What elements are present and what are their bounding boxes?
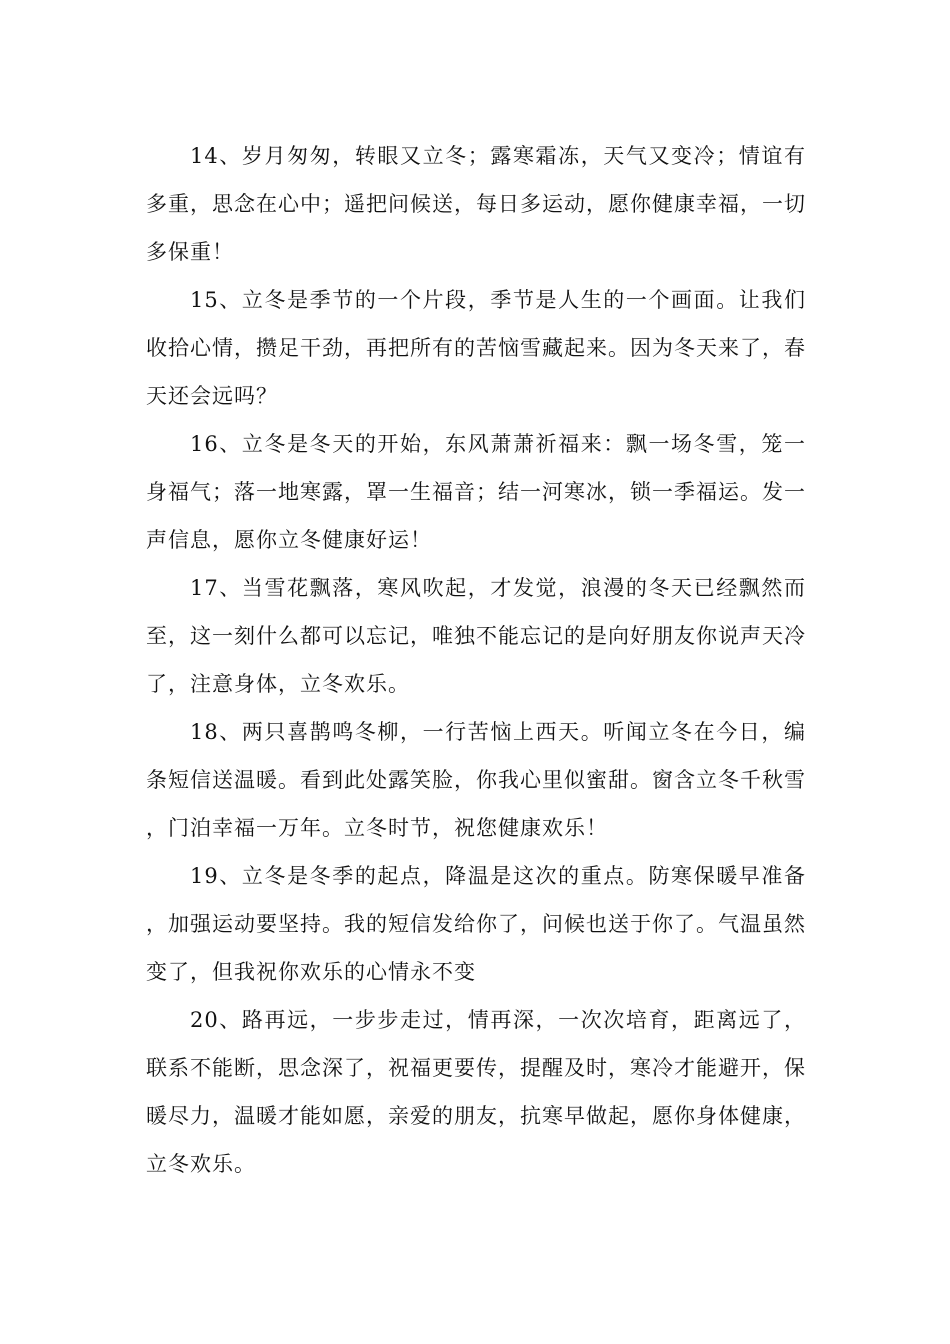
paragraph-14: 14、岁月匆匆，转眼又立冬；露寒霜冻，天气又变冷；情谊有多重，思念在心中；遥把问候送，每日多运动，愿你健康幸福，一切多保重！ — [146, 144, 806, 264]
document-page — [146, 132, 806, 1188]
paragraph-16: 16、立冬是冬天的开始，东风萧萧祈福来：飘一场冬雪，笼一身福气；落一地寒露，罩一生福音；结一河寒冰，锁一季福运。发一声信息，愿你立冬健康好运！ — [146, 432, 806, 552]
paragraph-18: 18、两只喜鹊鸣冬柳，一行苦恼上西天。听闻立冬在今日，编条短信送温暖。看到此处露笑脸，你我心里似蜜甜。窗含立冬千秋雪，门泊幸福一万年。立冬时节，祝您健康欢乐！ — [146, 720, 806, 840]
paragraph-20: 20、路再远，一步步走过，情再深，一次次培育，距离远了，联系不能断，思念深了，祝福更要传，提醒及时，寒冷才能避开，保暖尽力，温暖才能如愿，亲爱的朋友，抗寒早做起，愿你身体健康，立冬欢乐。 — [146, 1008, 806, 1176]
paragraph-17: 17、当雪花飘落，寒风吹起，才发觉，浪漫的冬天已经飘然而至，这一刻什么都可以忘记，唯独不能忘记的是向好朋友你说声天冷了，注意身体，立冬欢乐。 — [146, 576, 806, 696]
paragraph-15: 15、立冬是季节的一个片段，季节是人生的一个画面。让我们收拾心情，攒足干劲，再把所有的苦恼雪藏起来。因为冬天来了，春天还会远吗？ — [146, 288, 806, 408]
paragraph-19: 19、立冬是冬季的起点，降温是这次的重点。防寒保暖早准备，加强运动要坚持。我的短信发给你了，问候也送于你了。气温虽然变了，但我祝你欢乐的心情永不变 — [146, 864, 806, 984]
